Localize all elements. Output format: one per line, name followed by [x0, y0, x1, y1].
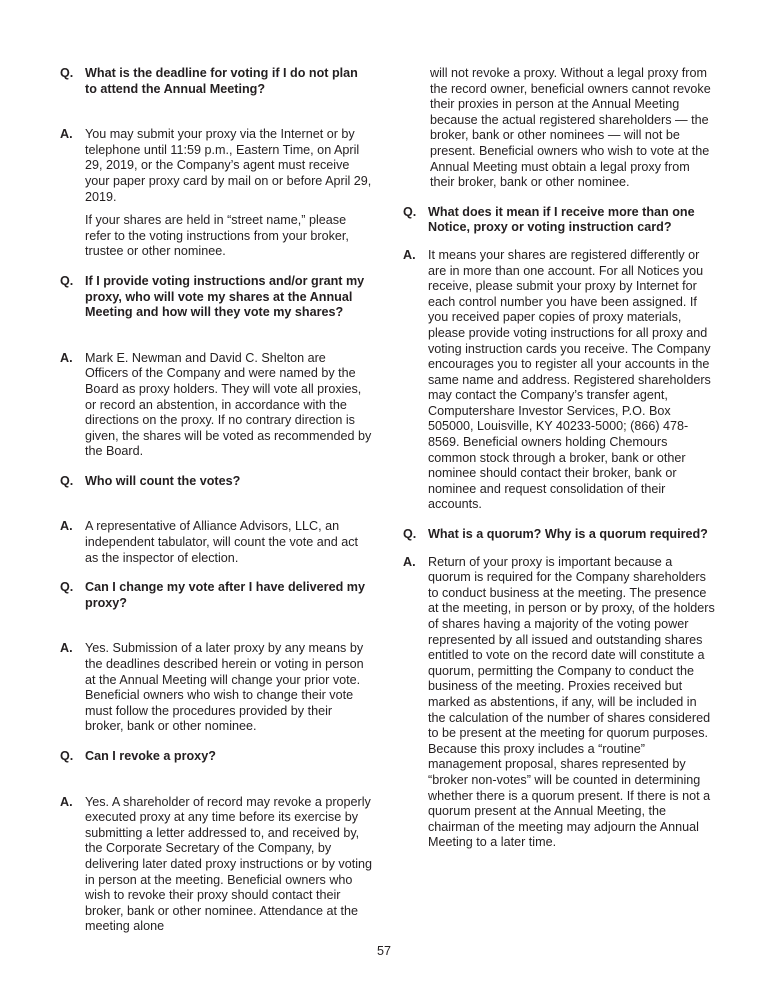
question-text: Who will count the votes?: [85, 473, 241, 488]
answer-paragraph: Yes. A shareholder of record may revoke a properly executed proxy at any time before its exercise by submitting a letter addressed to, and received by, the Corporate Secretary of the Company, by delivering later dated proxy instructions or by voting in person at the meeting. Beneficial owners who wish to revoke their proxy should contact their broker, bank or other nominee. Attendance at the meeting alone: [85, 794, 373, 934]
question-deadline: [60, 66, 372, 97]
answer-marker: A.: [60, 127, 73, 142]
question-multiple-notices: [403, 205, 715, 236]
question-text: Can I change my vote after I have delivered my proxy?: [85, 580, 365, 610]
answer-paragraph: Return of your proxy is important because a quorum is required for the Company shareholders to conduct business at the meeting. The presence at the meeting, in person or by proxy, of the holders of shares having a majority of the voting power represented by all issued and outstanding shares entitled to vote on the record date will constitute a quorum, permitting the Company to conduct the business of the meeting. Proxies received but marked as abstentions, if any, will be included in the calculation of the number of shares considered to be present at the meeting for quorum purposes. Because this proxy includes a “routine” management proposal, shares represented by “broker non-votes” will be counted in determining whether there is a quorum present. If there is not a quorum present at the Annual Meeting, the chairman of the meeting may adjourn the Annual Meeting to a later time.: [428, 554, 715, 850]
page-number: 57: [376, 944, 391, 958]
question-change-vote: [60, 580, 372, 611]
answer-paragraph: It means your shares are registered differently or are in more than one account. For all Notices you receive, please submit your proxy by Internet for each control number you have been assigned. If you received paper copies of proxy materials, please provide voting instructions for all proxy and voting instruction cards you receive. The Company encourages you to register all your accounts in the same name and address. Registered shareholders may contact the Company’s transfer agent, Computershare Investor Services, P.O. Box 505000, Louisville, KY 40233-5000; (866) 478-8569. Beneficial owners holding Chemours common stock through a broker, bank or other nominee should contact their broker, bank or nominee and request consolidation of their accounts.: [428, 247, 711, 512]
answer-deadline: [60, 127, 372, 260]
question-marker: Q.: [60, 580, 74, 595]
question-text: What is a quorum? Why is a quorum required?: [428, 527, 708, 542]
answer-marker: A.: [403, 554, 416, 569]
answer-multiple-notices: [403, 248, 715, 513]
answer-revoke-proxy-continued: will not revoke a proxy. Without a legal proxy from the record owner, beneficial owners cannot revoke their proxies in person at the Annual Meeting because the actual registered shareholders — the broker, bank or other nominees — will not be present. Beneficial owners who wish to vote at the Annual Meeting must obtain a legal proxy from their broker, bank or other nominee.: [430, 66, 711, 190]
answer-who-votes: [60, 351, 372, 460]
question-text: If I provide voting instructions and/or grant my proxy, who will vote my shares at the Annual Meeting and how will they vote my shares?: [85, 273, 365, 320]
question-marker: Q.: [60, 273, 74, 288]
question-marker: Q.: [60, 749, 74, 763]
right-column: [403, 66, 715, 851]
question-marker: Q.: [60, 473, 74, 488]
question-marker: Q.: [60, 66, 74, 80]
question-revoke-proxy: [60, 749, 372, 765]
question-text: Can I revoke a proxy?: [85, 749, 216, 763]
question-count-votes: [60, 474, 372, 490]
answer-quorum: [403, 555, 715, 851]
answer-paragraph: You may submit your proxy via the Internet or by telephone until 11:59 p.m., Eastern Time, on April 29, 2019, or the Company’s agent must receive your paper proxy card by mail on or before April 29, 2019.: [85, 127, 372, 204]
answer-paragraph: Yes. Submission of a later proxy by any means by the deadlines described herein or voting in person at the Annual Meeting will change your prior vote. Beneficial owners who wish to change their vote must follow the procedures provided by their broker, bank or other nominee.: [85, 641, 364, 734]
answer-paragraph: If your shares are held in “street name,” please refer to the voting instructions from your broker, trustee or other nominee.: [85, 213, 349, 259]
answer-paragraph: A representative of Alliance Advisors, LLC, an independent tabulator, will count the vote and act as the inspector of election.: [85, 519, 359, 565]
question-who-votes: [60, 274, 372, 321]
answer-marker: A.: [60, 519, 73, 534]
left-column: [60, 66, 372, 935]
answer-marker: A.: [60, 641, 73, 656]
question-text: What is the deadline for voting if I do not plan to attend the Annual Meeting?: [85, 66, 358, 96]
answer-change-vote: [60, 641, 372, 735]
answer-paragraph: Mark E. Newman and David C. Shelton are Officers of the Company and were named by the Board as proxy holders. They will vote all proxies, or record an abstention, in accordance with the directions on the proxy. If no contrary direction is given, the shares will be voted as recommended by the Board.: [85, 350, 372, 459]
question-marker: Q.: [403, 204, 417, 219]
answer-marker: A.: [60, 350, 73, 365]
question-text: What does it mean if I receive more than one Notice, proxy or voting instruction card?: [428, 204, 695, 235]
answer-revoke-proxy: [60, 795, 372, 935]
question-marker: Q.: [403, 527, 417, 542]
answer-count-votes: [60, 519, 372, 566]
answer-marker: A.: [403, 247, 416, 262]
answer-marker: A.: [60, 794, 73, 809]
question-quorum: [403, 527, 715, 543]
